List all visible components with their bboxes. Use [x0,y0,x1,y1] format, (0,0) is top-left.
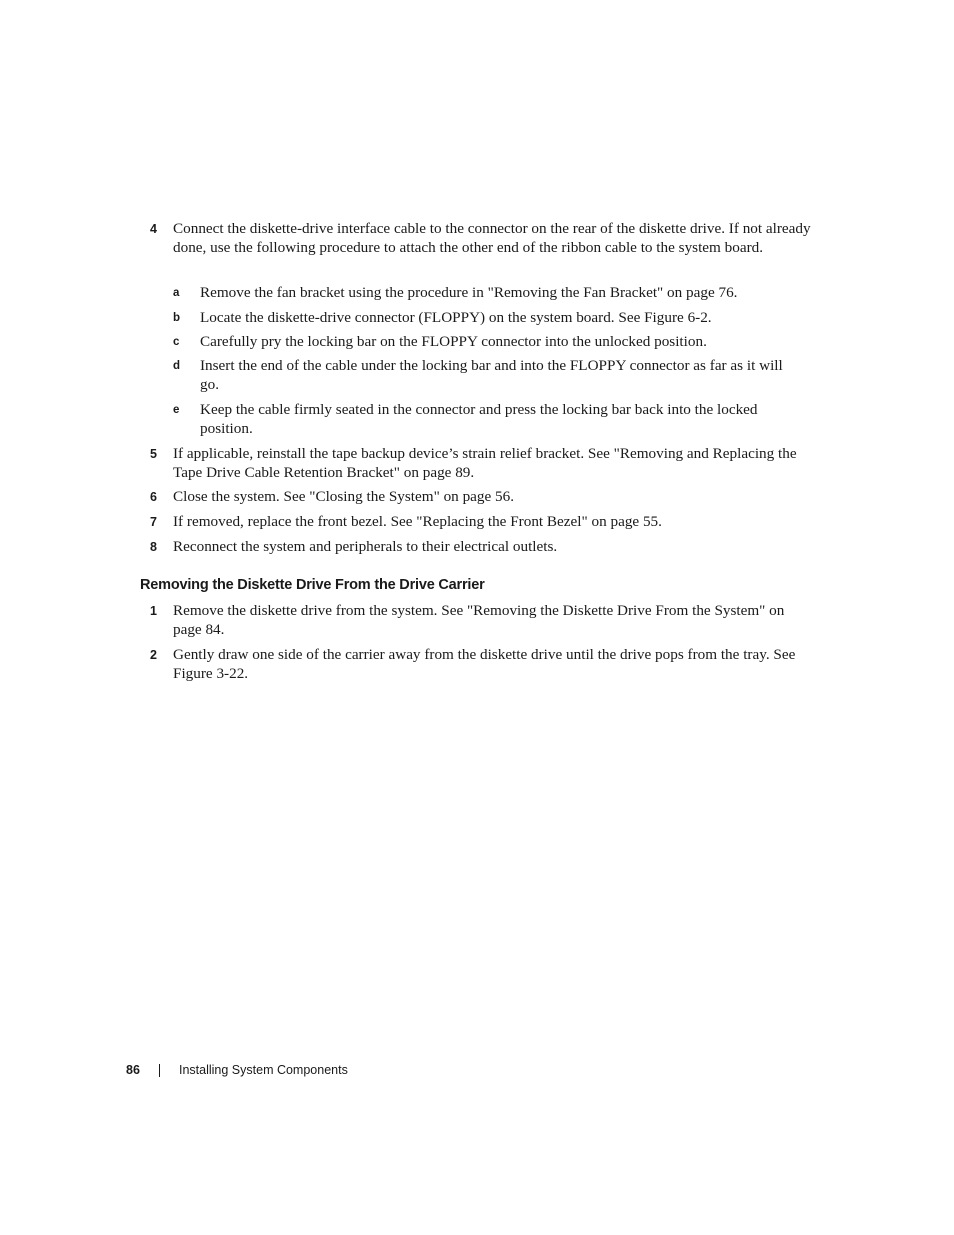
page-number: 86 [126,1063,140,1077]
step-number: 2 [150,648,157,662]
step-text: Gently draw one side of the carrier away from the diskette drive until the drive pops from the tray. See Figure 3-22. [173,646,796,682]
step-text: Remove the diskette drive from the system. See "Removing the Diskette Drive From the System" on page 84. [173,602,785,638]
step-text: Close the system. See "Closing the System" on page 56. [173,488,515,505]
substep-letter: a [173,287,180,299]
substep-text: Insert the end of the cable under the locking bar and into the FLOPPY connector as far as it will go. [200,357,783,393]
step-number: 6 [150,490,157,504]
footer-divider [159,1064,160,1077]
step-text: If removed, replace the front bezel. See "Replacing the Front Bezel" on page 55. [173,513,662,530]
step-text: Reconnect the system and peripherals to their electrical outlets. [173,538,558,555]
substep-letter: d [173,360,181,372]
step-text: Connect the diskette-drive interface cable to the connector on the rear of the diskette drive. If not already done, use the following procedure to attach the other end of the ribbon cable to the system board. [173,220,811,256]
step-number: 7 [150,515,157,529]
substep-letter: b [173,312,181,324]
substep-text: Locate the diskette-drive connector (FLOPPY) on the system board. See Figure 6-2. [200,309,712,326]
substep-text: Keep the cable firmly seated in the connector and press the locking bar back into the locked position. [200,401,758,437]
step-number: 8 [150,540,157,554]
substep-letter: c [173,336,180,348]
step-number: 1 [150,604,157,618]
section-heading: Removing the Diskette Drive From the Drive Carrier [140,577,485,593]
substep-letter: e [173,404,180,416]
step-text: If applicable, reinstall the tape backup device’s strain relief bracket. See "Removing and Replacing the Tape Drive Cable Retention Bracket" on page 89. [173,445,797,481]
step-number: 5 [150,447,157,461]
chapter-title: Installing System Components [179,1063,348,1077]
substep-text: Remove the fan bracket using the procedure in "Removing the Fan Bracket" on page 76. [200,284,738,301]
step-number: 4 [150,222,157,236]
substep-text: Carefully pry the locking bar on the FLOPPY connector into the unlocked position. [200,333,707,350]
